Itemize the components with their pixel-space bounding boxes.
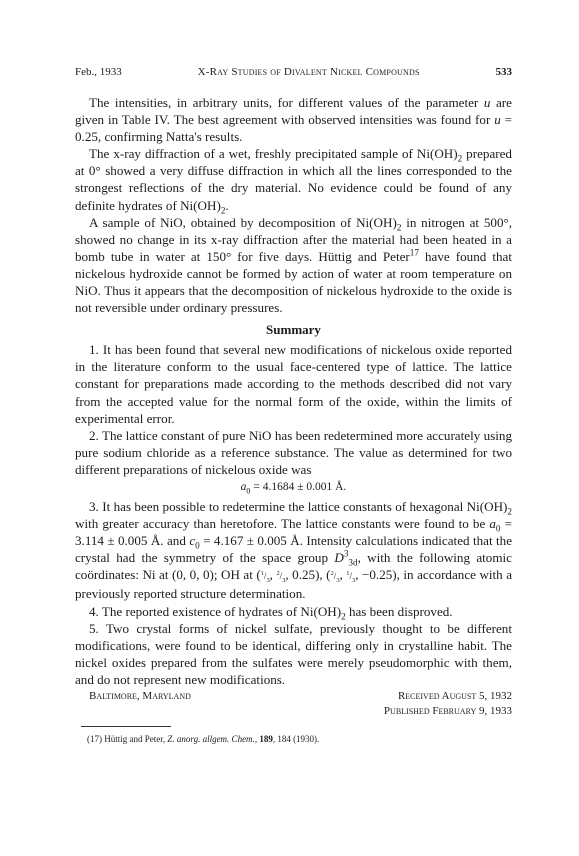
- page-number: 533: [495, 66, 512, 78]
- header-title: X-Ray Studies of Divalent Nickel Compounds: [197, 66, 420, 78]
- signature-block: [75, 690, 512, 703]
- summary-item-5: 5. Two crystal forms of nickel sulfate, previously thought to be different modifications, were found to be identical, differing only in crystalline habit. The nickel oxides prepared from the sulfates were merely pseudomorphic with them, and do not represent new modifications.: [75, 620, 512, 687]
- body-paragraph: A sample of NiO, obtained by decomposition of $Ni(OH)_2$ in nitrogen at 500°, showed no change in its x-ray diffraction after the material had been heated in a bomb tube in water at 150° for five days. Hüttig and Peter$^{17}$ have found that nickelous hydroxide cannot be formed by action of water at room temperature on NiO. Thus it appears that the decomposition of nickelous hydroxide to the oxide is not reversible under ordinary pressures.: [75, 214, 513, 316]
- body-paragraph: The intensities, in arbitrary units, for different values of the parameter u are given in Table IV. The best agreement with observed intensities was found for u = 0.25, confirming Natta's results.: [75, 95, 512, 145]
- equation: $a_0 = 4.1684 \pm 0.001$ Å.: [240, 480, 347, 496]
- header-date: Feb., 1933: [75, 66, 122, 78]
- footnote-divider: [81, 726, 171, 727]
- body-paragraph: The x-ray diffraction of a wet, freshly precipitated sample of $Ni(OH)_2$ prepared at 0° showed a very diffuse diffraction in which all the lines corresponded to the strongest reflections of the dry material. No evidence could be found of any definite hydrates of $Ni(OH)_2$.: [75, 146, 512, 216]
- received-date: Received August 5, 1932: [397, 690, 512, 702]
- summary-item-3: 3. It has been possible to redetermine the lattice constants of hexagonal $Ni(OH)_2$ with greater accuracy than heretofore. The lattice constants were found to be $a_0 = 3.114 \pm 0.005$ Å. and $c_0 = 4.167 \pm 0.005$ Å. Intensity calculations indicated that the crystal had the symmetry of the space group $D^3_{3d}$, with the following atomic coördinates: Ni at (0, 0, 0); OH at ($^1/_3$, $^2/_3$, 0.25), ($^2/_3$, $^1/_3$, −0.25), in accordance with a previously reported structure determination.: [75, 498, 513, 602]
- published-date: Published February 9, 1933: [383, 705, 512, 717]
- summary-item-4: 4. The reported existence of hydrates of $Ni(OH)_2$ has been disproved.: [89, 603, 453, 622]
- summary-item-2: 2. The lattice constant of pure NiO has been redetermined more accurately using pure sodium chloride as a reference substance. The value as determined for two different preparations of nickelous oxide was: [75, 427, 512, 477]
- section-heading: Summary: [266, 322, 321, 338]
- document-page: [75, 66, 512, 745]
- summary-item-1: 1. It has been found that several new modifications of nickelous oxide reported in the literature conform to the usual face-centered type of lattice. The lattice constant for preparations made according to the methods described did not vary from the accepted value for the normal form of the oxide, within the limits of experimental error.: [75, 342, 512, 426]
- publication-line: [75, 705, 512, 718]
- author-location: Baltimore, Maryland: [89, 690, 191, 702]
- footnote: (17) Hüttig and Peter, Z. anorg. allgem. Chem., 189, 184 (1930).: [87, 734, 320, 744]
- running-header: [75, 66, 512, 86]
